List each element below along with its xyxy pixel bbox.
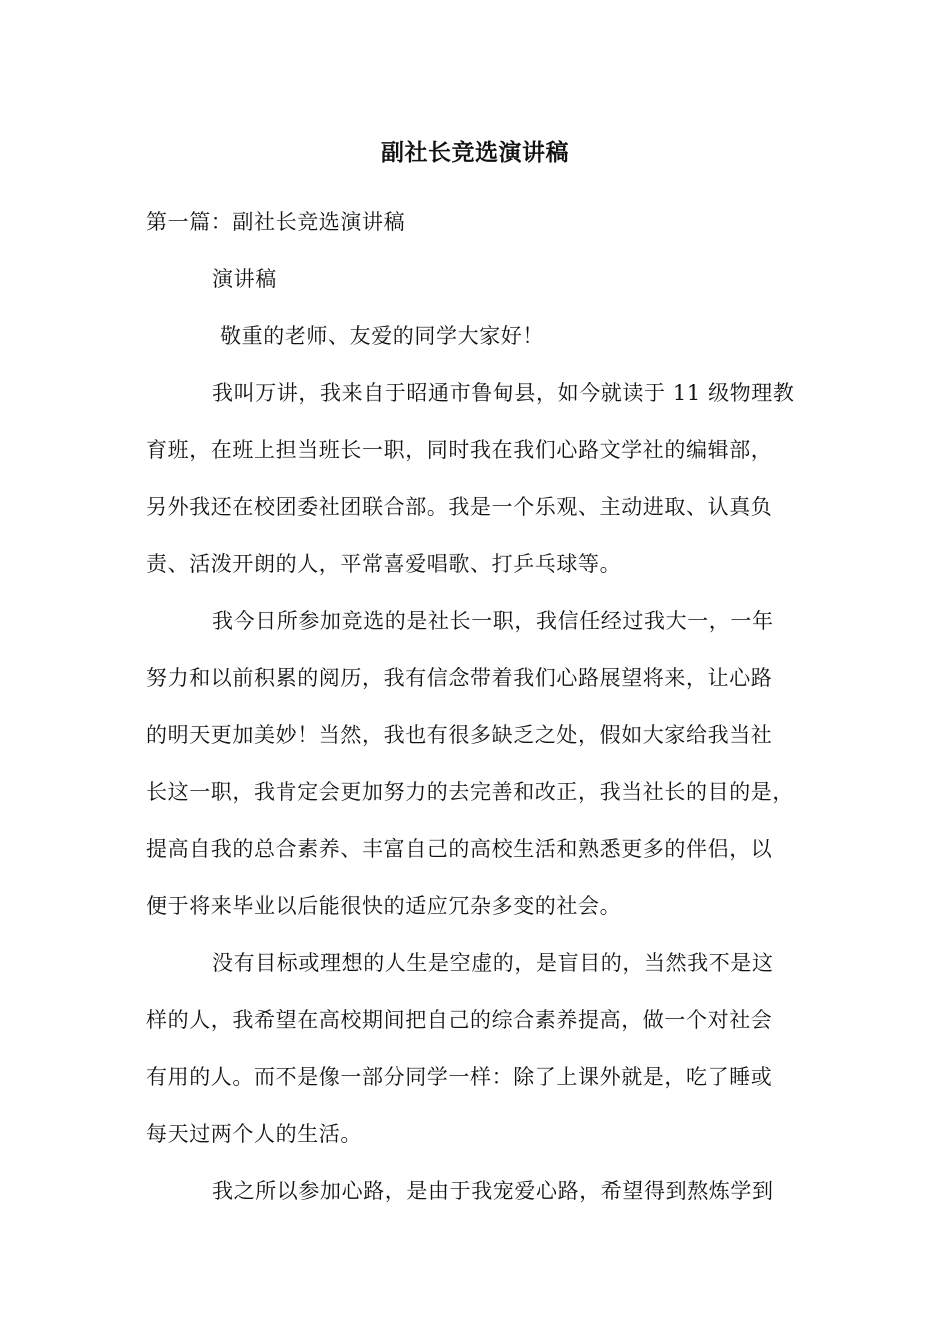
paragraph-line: 我今日所参加竞选的是社长一职，我信任经过我大一，一年 [212,609,774,633]
paragraph-line: 责、活泼开朗的人，平常喜爱唱歌、打乒乓球等。 [146,552,622,576]
paragraph-line: 长这一职，我肯定会更加努力的去完善和改正，我当社长的目的是， [146,780,794,804]
paragraph-line: 没有目标或理想的人生是空虚的，是盲目的，当然我不是这 [212,951,774,975]
paragraph-line: 努力和以前积累的阅历，我有信念带着我们心路展望将来，让心路 [146,666,773,690]
speech-subheading: 演讲稿 [212,267,277,291]
paragraph-line: 我之所以参加心路，是由于我宠爱心路，希望得到熬炼学到 [212,1179,774,1203]
paragraph-line: 有用的人。而不是像一部分同学一样：除了上课外就是，吃了睡或 [146,1065,773,1089]
document-title: 副社长竞选演讲稿 [381,139,569,166]
paragraph-line: 我叫万讲，我来自于昭通市鲁甸县，如今就读于 11 级物理教 [212,381,795,405]
paragraph-line: 样的人，我希望在高校期间把自己的综合素养提高，做一个对社会 [146,1008,773,1032]
paragraph-line: 育班，在班上担当班长一职，同时我在我们心路文学社的编辑部， [146,438,773,462]
paragraph-line: 的明天更加美妙！当然，我也有很多缺乏之处，假如大家给我当社 [146,723,773,747]
greeting-line: 敬重的老师、友爱的同学大家好！ [220,324,544,348]
paragraph-line: 每天过两个人的生活。 [146,1122,362,1146]
paragraph-line: 便于将来毕业以后能很快的适应冗杂多变的社会。 [146,894,622,918]
section-heading: 第一篇：副社长竞选演讲稿 [146,210,406,234]
paragraph-line: 另外我还在校团委社团联合部。我是一个乐观、主动进取、认真负 [146,495,773,519]
paragraph-line: 提高自我的总合素养、丰富自己的高校生活和熟悉更多的伴侣，以 [146,837,773,861]
